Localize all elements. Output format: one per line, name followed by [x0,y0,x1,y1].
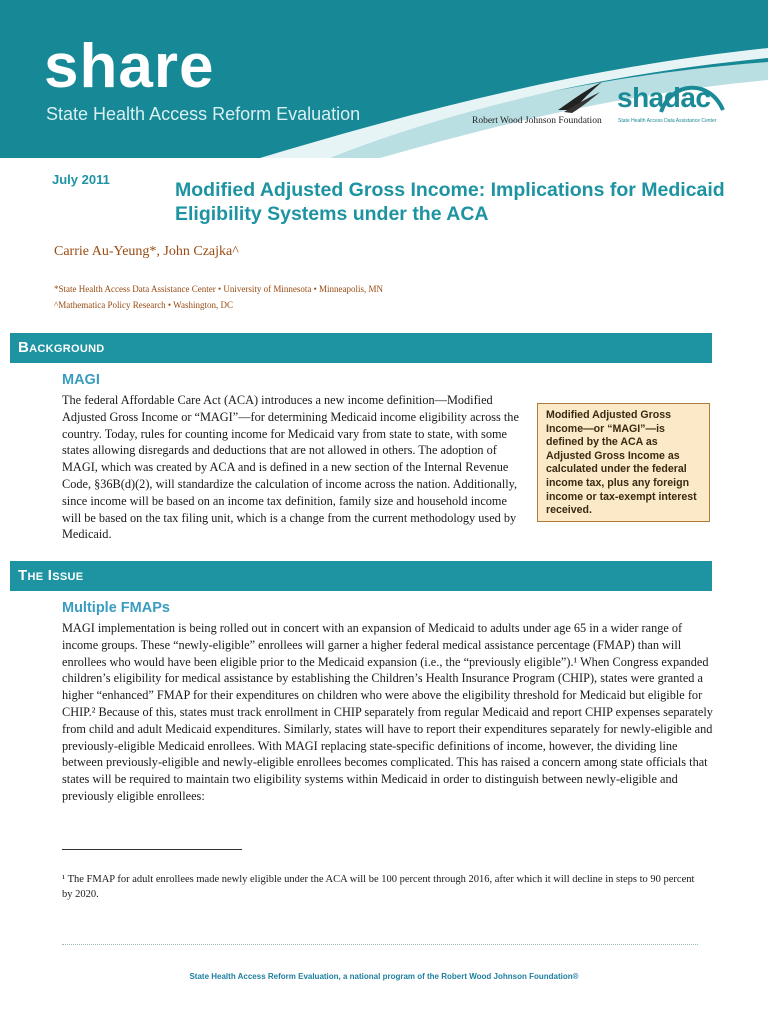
header-banner [0,0,768,158]
shadac-logo [617,76,727,130]
subheading-multiple-fmaps: Multiple FMAPs [62,600,170,616]
section-header-background [10,333,712,363]
affiliation-shadac: *State Health Access Data Assistance Center • University of Minnesota • Minneapolis, MN [54,284,383,294]
paragraph-multiple-fmaps: MAGI implementation is being rolled out in concert with an expansion of Medicaid to adults under age 65 in a wider range of income groups. These “newly-eligible” enrollees will garner a higher federal medical assistance percentage (FMAP) than will enrollees who would have been eligible prior to the Medicaid expansion (i.e., the “previously eligible”).¹ When Congress expanded children’s eligibility for medical assistance by establishing the Children’s Health Insurance Program (CHIP), states were granted a higher “enhanced” FMAP for their expenditures on children who were above the eligibility threshold for Medicaid but eligible for CHIP.² Because of this, states must track enrollment in CHIP separately from regular Medicaid and report CHIP expenses separately from child and adult Medicaid expenditures. Similarly, states will have to report their expenditures separately for newly-eligible and previously-eligible Medicaid enrollees. With MAGI replacing state-specific definitions of income, however, the dividing line between previously-eligible and newly-eligible enrollees becomes complicated. This has raised a concern among state officials that states will be required to maintain two eligibility systems within Medicaid in order to distinguish between newly-eligible and previously eligible enrollees: [62,621,713,803]
subheading-magi: MAGI [62,372,100,388]
rwjf-logo-text: Robert Wood Johnson Foundation [472,116,602,126]
footnote-1: ¹ The FMAP for adult enrollees made newly eligible under the ACA will be 100 percent through 2016, after which it will decline in steps to 90 percent by 2020. [62,874,695,900]
shadac-logo-subtitle: State Health Access Data Assistance Center [618,118,717,124]
share-logo-text: share [44,32,215,101]
footnote-divider [62,849,242,850]
document-title: Modified Adjusted Gross Income: Implications for Medicaid Eligibility Systems under the ACA [175,179,725,225]
footer-divider [62,944,698,945]
callout-box-magi-definition: Modified Adjusted Gross Income—or “MAGI”—is defined by the ACA as Adjusted Gross Income as calculated under the federal income tax, plus any foreign income or tax-exempt interest received. [537,403,710,522]
section-heading: Background [18,339,105,356]
share-logo-subtitle: State Health Access Reform Evaluation [46,104,361,124]
rwjf-bird-icon [556,80,604,114]
page-footer: State Health Access Reform Evaluation, a national program of the Robert Wood Johnson Foundation® [189,972,579,981]
rwjf-logo [472,80,612,130]
authors: Carrie Au-Yeung*, John Czajka^ [54,244,239,259]
shadac-logo-text: shadac [617,82,711,113]
section-heading: The Issue [18,567,84,584]
affiliation-mathematica: ^Mathematica Policy Research • Washington, DC [54,300,233,310]
section-header-issue [10,561,712,591]
publication-date: July 2011 [52,172,110,187]
paragraph-magi: The federal Affordable Care Act (ACA) introduces a new income definition—Modified Adjusted Gross Income or “MAGI”—for determining Medicaid income eligibility across the country. Today, rules for counting income for Medicaid vary from state to state, with some states allowing disregards and deductions that are not allowed in others. The adoption of MAGI, which was created by ACA and is defined in a new section of the Internal Revenue Code, §36B(d)(2), will standardize the calculation of income across the nation. Additionally, since income will be based on an income tax definition, family size and household income will be based on the tax filing unit, which is a change from the current methodology used by Medicaid. [62,393,519,542]
